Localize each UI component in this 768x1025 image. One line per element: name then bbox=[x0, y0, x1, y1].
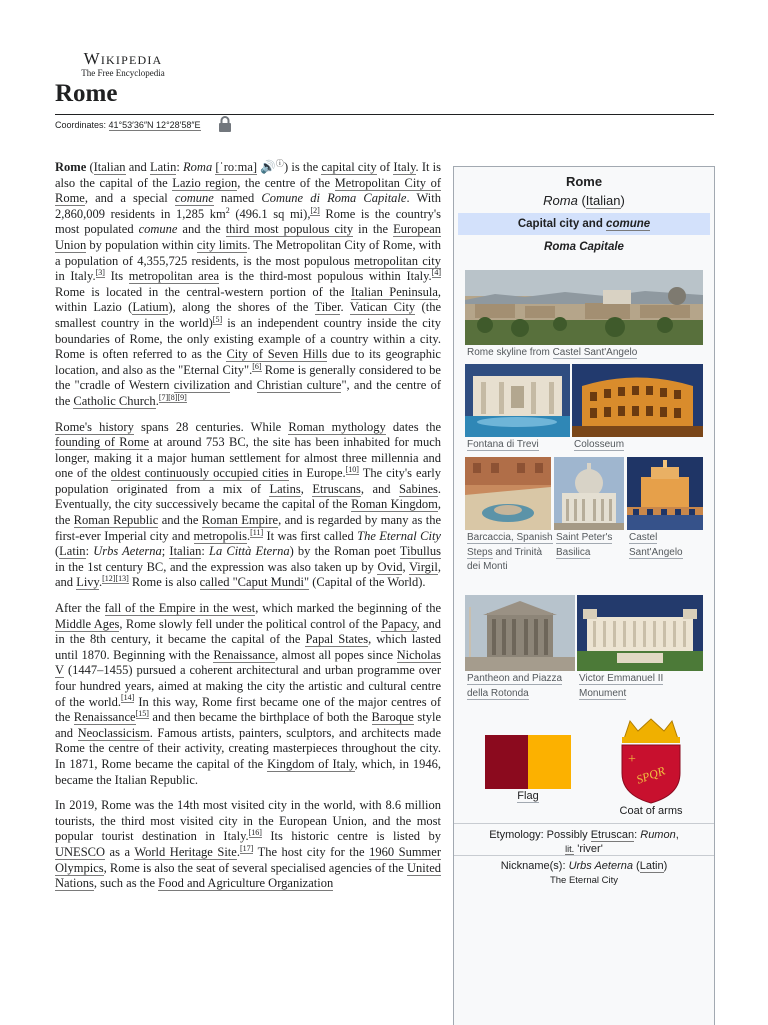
page-title: Rome bbox=[55, 80, 118, 107]
native-lang-link[interactable]: Italian bbox=[585, 193, 621, 208]
caption-barcaccia bbox=[467, 531, 553, 575]
lit-link[interactable]: lit. bbox=[565, 844, 575, 854]
coordinates-link[interactable]: 41°53′36″N 12°28′58″E bbox=[108, 120, 201, 130]
nickname-value: Urbs Aeterna bbox=[568, 860, 633, 872]
infobox-type-band bbox=[458, 213, 710, 235]
svg-text:+: + bbox=[628, 752, 636, 767]
flag-link[interactable]: Flag bbox=[517, 790, 539, 802]
speaker-icon[interactable]: 🔊 bbox=[260, 160, 276, 174]
caption-link[interactable]: Fontana di Trevi bbox=[467, 439, 539, 450]
caption-link[interactable]: Saint Peter's Basilica bbox=[556, 532, 613, 558]
coat-caption bbox=[594, 804, 708, 819]
wikipedia-wordmark: Wikipedia bbox=[83, 49, 163, 68]
wikipedia-logo[interactable] bbox=[72, 50, 174, 79]
nickname-label: Nickname(s): bbox=[500, 860, 569, 872]
coat-link[interactable]: Coat of arms bbox=[619, 805, 683, 817]
lock-icon bbox=[216, 115, 234, 133]
photo-fontana-di-trevi[interactable] bbox=[465, 364, 570, 437]
nickname-lang-link[interactable]: Latin bbox=[639, 860, 664, 872]
infobox-title: Rome bbox=[565, 174, 603, 189]
wikipedia-tagline: The Free Encyclopedia bbox=[81, 68, 165, 78]
infobox-native-name: Roma (Italian) bbox=[543, 193, 625, 208]
caption-skyline bbox=[467, 346, 703, 361]
native-name: Roma bbox=[543, 193, 578, 208]
paragraph-middle-ages: After the fall of the Empire in the west, which marked the beginning of the Middle Ages, Rome slowly fell under the political control of the Papacy, and in the 8th century, it became the capital of the Papal States, which lasted until 1870. Beginning with the Renaissance, almost all popes since Nicholas V (1447–1455) pursued a coherent architectural and urban programme over four hundred years, aimed at making the city the artistic and cultural centre of the world.[14] In this way, Rome first became one of the major centres of the Renaissance[15] and then became the birthplace of both the Baroque style and Neoclassicism. Famous artists, painters, sculptors, and architects made Rome the centre of their activity, creating masterpieces throughout the city. In 1871, Rome became the capital of the Kingdom of Italy, which, in 1946, became the Italian Republic. bbox=[55, 601, 442, 787]
infobox bbox=[453, 166, 715, 1025]
caption-saint-peters bbox=[556, 531, 626, 560]
etymology-meaning: 'river' bbox=[574, 843, 603, 855]
paragraph-intro: Rome (Italian and Latin: Roma [ˈroːma] 🔊ⓘ) is the capital city of Italy. It is also the capital of the Lazio region, the centre of the Metropolitan City of Rome, and a special comune named Comune di Roma Capitale. With 2,860,009 residents in 1,285 $km^2$ (496.1 sq mi),[2] Rome is the country's most populated comune and the third most populous city in the European Union by population within city limits. The Metropolitan City of Rome, with a population of 4,355,725 residents, is the most populous metropolitan city in Italy.[3] Its metropolitan area is the third-most populous within Italy.[4] Rome is located in the central-western portion of the Italian Peninsula, within Lazio (Latium), along the shores of the Tiber. Vatican City (the smallest country in the world)[5] is an independent country inside the city boundaries of Rome, the only existing example of a country within a city. Rome is often referred to as the City of Seven Hills due to its geographic location, and also as the "Eternal City".[6] Rome is generally considered to be the "cradle of Western civilization and Christian culture", and the centre of the Catholic Church.[7][8][9] bbox=[55, 158, 442, 408]
flag-caption bbox=[485, 789, 571, 804]
etymology-row: Etymology: Possibly Etruscan: Rumon, lit. 'river' bbox=[489, 829, 679, 855]
caption-trevi bbox=[467, 438, 571, 453]
nickname-row: Nickname(s): Urbs Aeterna (Latin) bbox=[500, 860, 668, 872]
caption-pantheon bbox=[467, 672, 577, 701]
photo-pantheon[interactable] bbox=[465, 595, 575, 671]
nickname-translation: The Eternal City bbox=[549, 875, 619, 886]
caption-link[interactable]: Colosseum bbox=[574, 439, 625, 450]
caption-link[interactable]: Victor Emmanuel II Monument bbox=[579, 673, 664, 699]
comune-link[interactable]: comune bbox=[606, 218, 651, 230]
paragraph-tourism: In 2019, Rome was the 14th most visited city in the world, with 8.6 million tourists, the third most visited city in the European Union, and the most popular tourist destination in Italy.[16] Its historic centre is listed by UNESCO as a World Heritage Site.[17] The host city for the 1960 Summer Olympics, Rome is also the seat of several specialised agencies of the United Nations, such as the Food and Agriculture Organization bbox=[55, 798, 441, 891]
caption-link[interactable]: Castel Sant'Angelo bbox=[629, 532, 683, 558]
photo-castel-santangelo[interactable] bbox=[627, 457, 703, 530]
caption-text: Rome skyline from bbox=[467, 347, 553, 358]
flag-of-rome[interactable] bbox=[485, 735, 571, 789]
caption-link[interactable]: Barcaccia, Spanish Steps bbox=[467, 532, 553, 558]
etymology-word: Rumon bbox=[640, 829, 676, 841]
photo-colosseum[interactable] bbox=[572, 364, 703, 437]
caption-vittoriano bbox=[579, 672, 705, 701]
photo-barcaccia[interactable] bbox=[465, 457, 551, 530]
caption-link[interactable]: Castel Sant'Angelo bbox=[552, 347, 638, 358]
infobox-divider bbox=[454, 855, 714, 856]
infobox-divider bbox=[454, 823, 714, 824]
coat-of-arms-icon[interactable] bbox=[616, 717, 686, 805]
caption-text: and Trinità dei Monti bbox=[467, 546, 543, 572]
official-name: Roma Capitale bbox=[544, 241, 624, 253]
coordinates-label: Coordinates: bbox=[55, 120, 107, 130]
caption-castel bbox=[629, 531, 705, 560]
article-body bbox=[55, 160, 441, 902]
etymology-label: Etymology: Possibly bbox=[489, 829, 591, 841]
title-divider bbox=[55, 114, 714, 115]
caption-colosseum bbox=[574, 438, 704, 453]
photo-victor-emmanuel-monument[interactable] bbox=[577, 595, 703, 671]
paragraph-history: Rome's history spans 28 centuries. While Roman mythology dates the founding of Rome at around 753 BC, the site has been inhabited for much longer, making it a major human settlement for almost three millennia and one of the oldest continuously occupied cities in Europe.[10] The city's early population originated from a mix of Latins, Etruscans, and Sabines. Eventually, the city successively became the capital of the Roman Kingdom, the Roman Republic and the Roman Empire, and is regarded by many as the first-ever Imperial city and metropolis.[11] It was first called The Eternal City (Latin: Urbs Aeterna; Italian: La Città Eterna) by the Roman poet Tibullus in the 1st century BC, and the expression was also taken up by Ovid, Virgil, and Livy.[12][13] Rome is also called "Caput Mundi" (Capital of the World). bbox=[55, 419, 442, 590]
spqr-text: SPQR bbox=[634, 763, 667, 787]
etymology-link[interactable]: Etruscan bbox=[590, 829, 635, 841]
coordinates bbox=[55, 120, 201, 130]
caption-link[interactable]: Pantheon and Piazza della Rotonda bbox=[467, 673, 563, 699]
photo-rome-skyline[interactable] bbox=[465, 270, 703, 345]
band-text: Capital city and bbox=[517, 218, 607, 230]
photo-saint-peters-basilica[interactable] bbox=[554, 457, 624, 530]
